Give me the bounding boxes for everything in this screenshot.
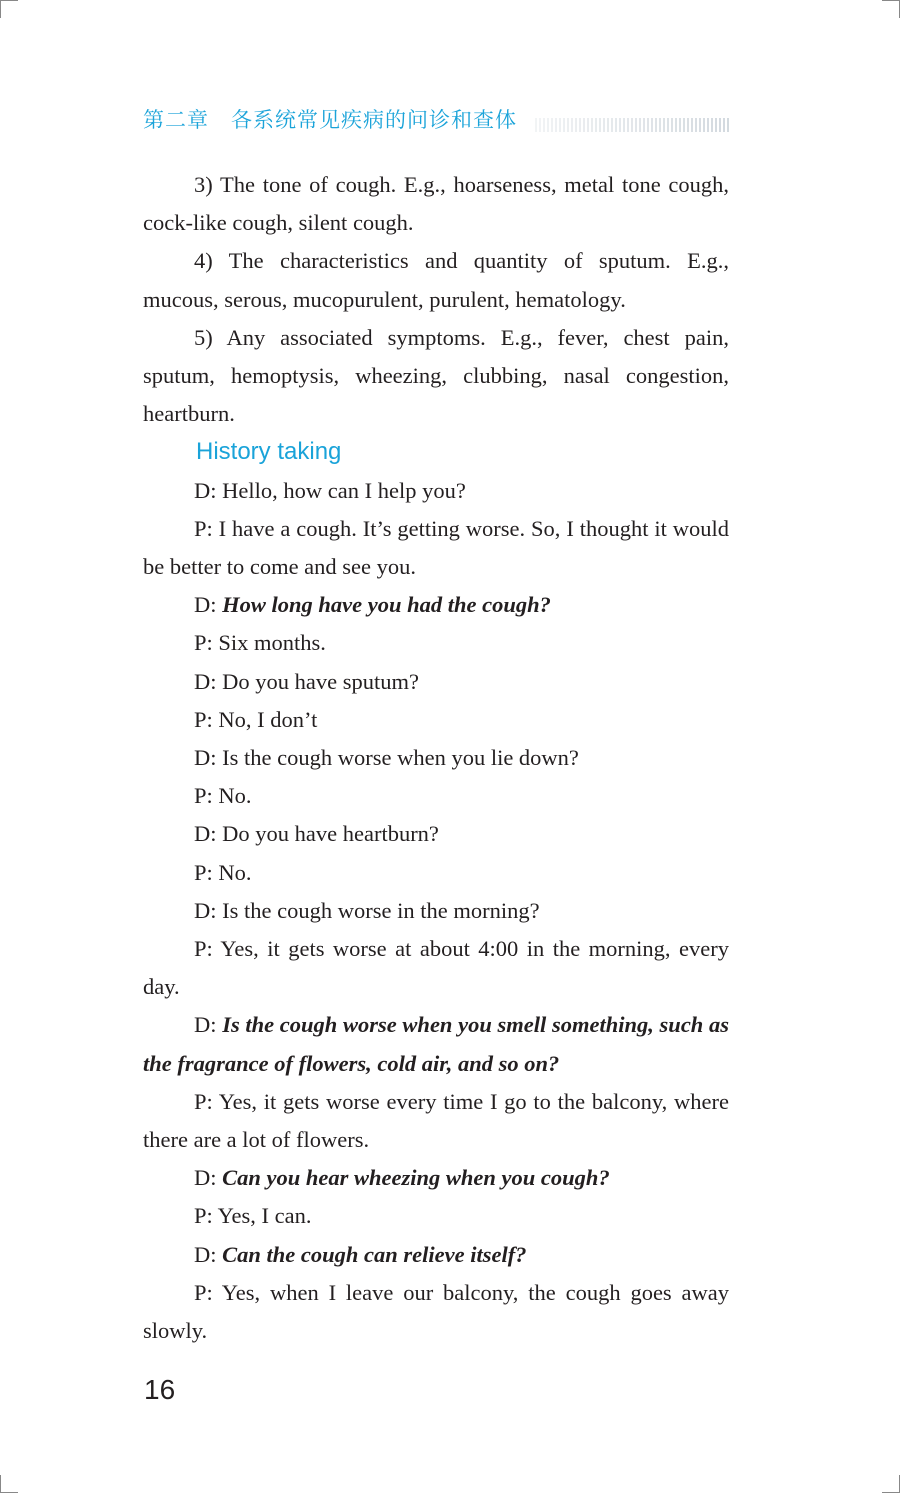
page-body [143, 166, 729, 1350]
utterance: Do you have heartburn? [222, 821, 439, 847]
speaker: P: [194, 706, 213, 732]
dialogue-line [143, 777, 729, 815]
speaker: D: [194, 1241, 217, 1267]
speaker: D: [194, 821, 217, 847]
speaker: P: [194, 783, 213, 809]
crop-mark [0, 0, 18, 1]
dialogue-line [143, 472, 729, 510]
speaker: D: [194, 592, 217, 618]
dialogue-line [143, 624, 729, 662]
speaker: P: [194, 515, 213, 541]
utterance: Six months. [218, 630, 326, 656]
dialogue-line [143, 1274, 729, 1350]
dialogue-line [143, 739, 729, 777]
utterance: Yes, it gets worse every time I go to the balcony, where there are a lot of flowers. [143, 1088, 730, 1153]
list-item: 5) Any associated symptoms. E.g., fever, chest pain, sputum, hemoptysis, wheezing, clubbing, nasal congestion, heartburn. [143, 324, 729, 427]
utterance: Yes, when I leave our balcony, the cough goes away slowly. [143, 1279, 729, 1344]
dialogue-line [143, 1236, 729, 1274]
dialogue-line [143, 1159, 729, 1197]
speaker: P: [194, 1088, 213, 1114]
crop-mark [0, 0, 1, 18]
speaker: D: [194, 1165, 217, 1191]
list-item: 4) The characteristics and quantity of sputum. E.g., mucous, serous, mucopurulent, purulent, hematology. [143, 248, 729, 312]
dialogue-line [143, 930, 729, 1006]
utterance: Is the cough worse when you lie down? [222, 745, 579, 771]
speaker: D: [194, 477, 217, 503]
utterance: I have a cough. It’s getting worse. So, I thought it would be better to come and see you. [143, 515, 729, 580]
dialogue-line [143, 586, 729, 624]
utterance: Yes, it gets worse at about 4:00 in the morning, every day. [143, 936, 729, 1000]
speaker: P: [194, 859, 213, 885]
speaker: P: [194, 936, 213, 962]
speaker: D: [194, 1012, 217, 1038]
section-title: History taking [196, 438, 342, 466]
dialogue-line [143, 1197, 729, 1235]
dialogue-line [143, 663, 729, 701]
utterance: No. [218, 783, 252, 809]
speaker: P: [194, 1203, 213, 1229]
speaker: D: [194, 897, 217, 923]
chapter-title: 第二章 各系统常见疾病的问诊和查体 [143, 108, 517, 132]
utterance: Hello, how can I help you? [222, 477, 466, 503]
page-number: 16 [144, 1374, 176, 1405]
speaker: D: [194, 668, 217, 694]
dialogue-line [143, 701, 729, 739]
dialogue-line [143, 1006, 729, 1082]
key-question: Can you hear wheezing when you cough? [222, 1165, 610, 1191]
utterance: No. [218, 859, 252, 885]
dialogue-line [143, 854, 729, 892]
speaker: D: [194, 745, 217, 771]
speaker: P: [194, 630, 213, 656]
crop-mark [882, 0, 900, 1]
dialogue-line [143, 510, 729, 586]
list-item: 3) The tone of cough. E.g., hoarseness, metal tone cough, cock-like cough, silent cough. [143, 172, 729, 236]
speaker: P: [194, 1279, 213, 1305]
dialogue-line [143, 892, 729, 930]
utterance: No, I don’t [218, 706, 318, 732]
key-question: How long have you had the cough? [222, 592, 551, 618]
utterance: Is the cough worse in the morning? [222, 897, 540, 923]
utterance: Do you have sputum? [222, 668, 419, 694]
key-question: Can the cough can relieve itself? [222, 1241, 527, 1267]
crop-mark [0, 1475, 1, 1493]
dialogue-line [143, 815, 729, 853]
header-dotted-rule [535, 118, 729, 132]
key-question: Is the cough worse when you smell something, such as the fragrance of flowers, cold air, and so on? [143, 1012, 730, 1076]
utterance: Yes, I can. [217, 1203, 312, 1229]
running-header [143, 104, 729, 134]
dialogue-line [143, 1083, 729, 1159]
